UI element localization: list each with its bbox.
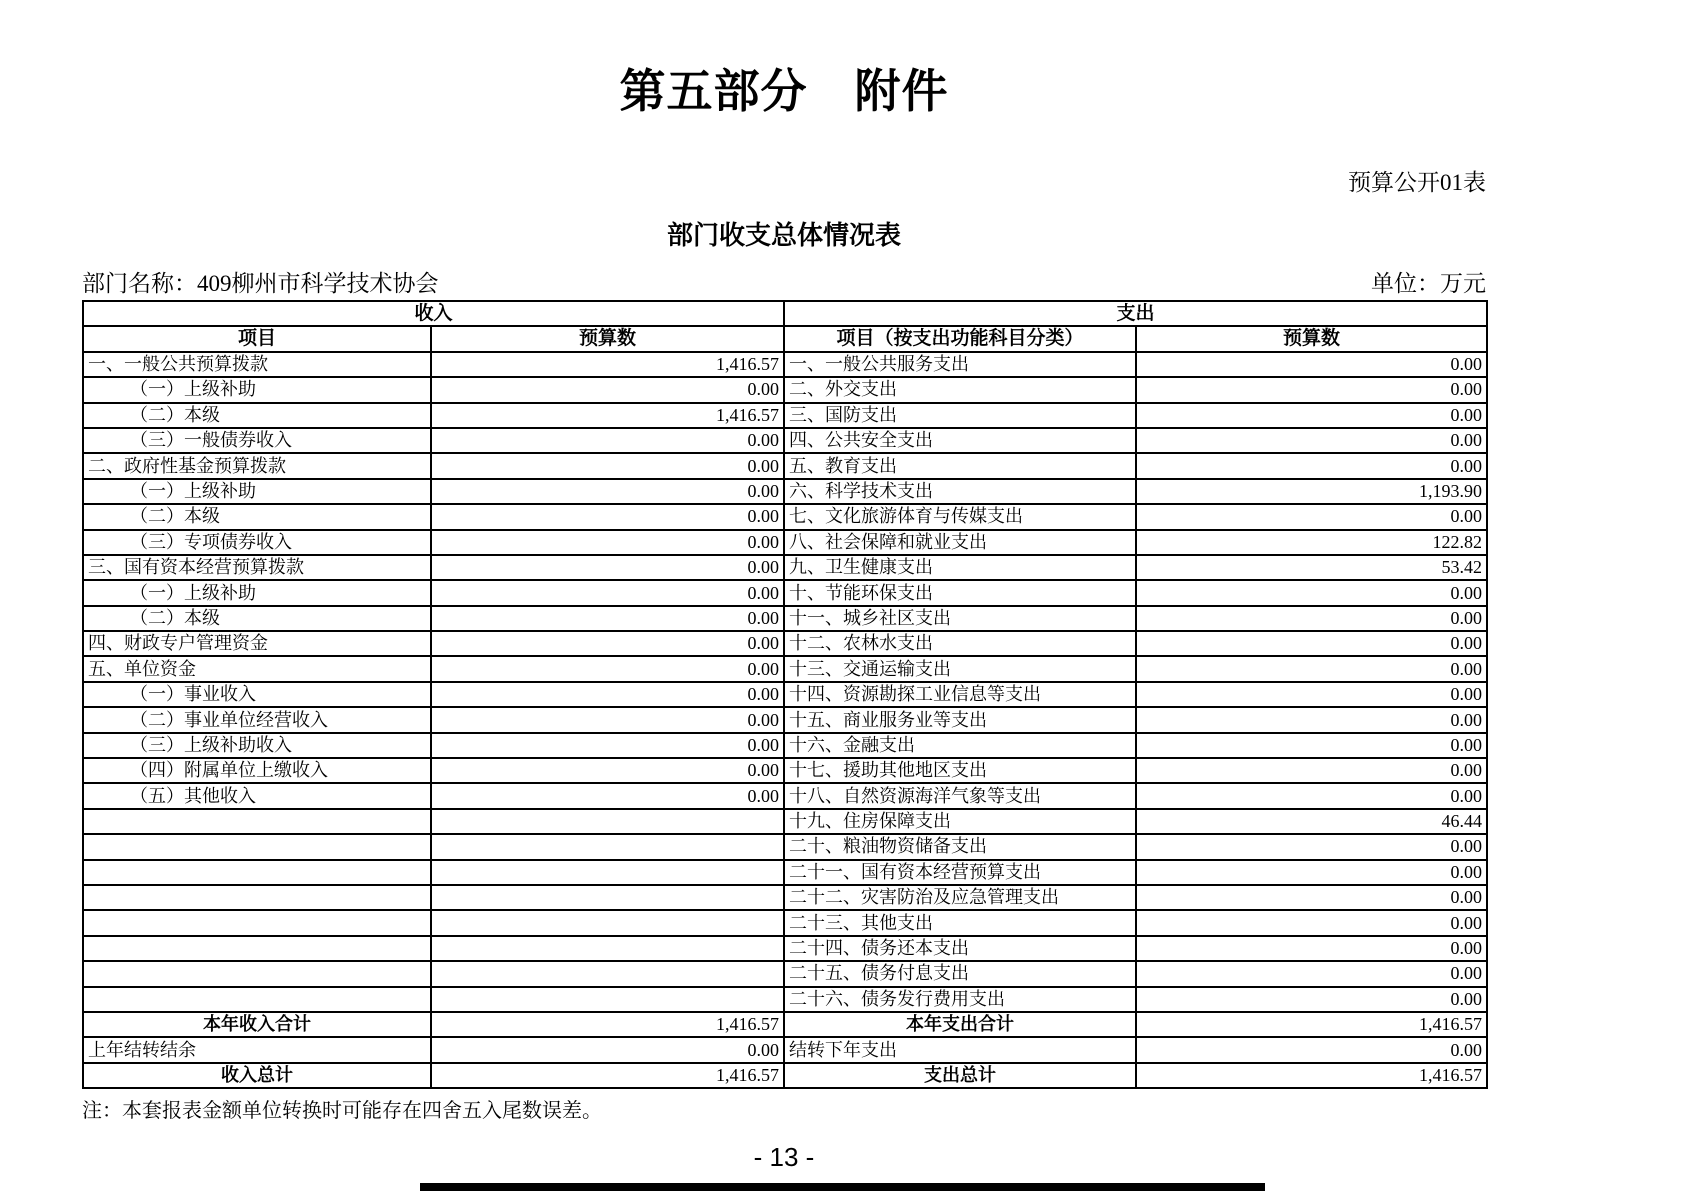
- next-page-edge: [420, 1183, 1265, 1191]
- table-row: [83, 606, 1487, 631]
- income-value-cell: 0.00: [431, 504, 784, 529]
- income-item-cell: [83, 809, 431, 834]
- income-item-cell: （一）上级补助: [83, 580, 431, 605]
- income-item-cell: [83, 961, 431, 986]
- table-row: [83, 936, 1487, 961]
- table-row: [83, 885, 1487, 910]
- table-row: [83, 504, 1487, 529]
- table-row: [83, 987, 1487, 1012]
- income-value-cell: 0.00: [431, 682, 784, 707]
- page-number: - 13 -: [753, 1142, 815, 1172]
- table-row: [83, 352, 1487, 377]
- expense-item-cell: 十九、住房保障支出: [784, 809, 1136, 834]
- expense-value-cell: 0.00: [1136, 910, 1487, 935]
- expense-value-cell: 0.00: [1136, 783, 1487, 808]
- income-item-cell: 二、政府性基金预算拨款: [83, 453, 431, 478]
- table-row: [83, 479, 1487, 504]
- expense-item-cell: 十五、商业服务业等支出: [784, 707, 1136, 732]
- income-item-cell: 一、一般公共预算拨款: [83, 352, 431, 377]
- expense-item-cell: 九、卫生健康支出: [784, 555, 1136, 580]
- budget-summary-table: [82, 300, 1488, 1089]
- expense-item-cell: 二十二、灾害防治及应急管理支出: [784, 885, 1136, 910]
- income-value-cell: 0.00: [431, 783, 784, 808]
- income-value-cell: 0.00: [431, 656, 784, 681]
- expense-item-cell: 一、一般公共服务支出: [784, 352, 1136, 377]
- income-summary-label-cell: 上年结转结余: [83, 1037, 431, 1062]
- income-item-cell: [83, 936, 431, 961]
- income-value-cell: 0.00: [431, 707, 784, 732]
- income-item-cell: （二）事业单位经营收入: [83, 707, 431, 732]
- income-value-cell: 0.00: [431, 479, 784, 504]
- income-item-column-header: 项目: [83, 326, 431, 351]
- expense-value-cell: 0.00: [1136, 733, 1487, 758]
- expense-value-cell: 0.00: [1136, 656, 1487, 681]
- expense-item-cell: 十四、资源勘探工业信息等支出: [784, 682, 1136, 707]
- section-header-row: [83, 301, 1487, 326]
- table-row: [83, 530, 1487, 555]
- table-row: [83, 453, 1487, 478]
- income-value-cell: 0.00: [431, 758, 784, 783]
- income-item-cell: [83, 860, 431, 885]
- expense-value-cell: 0.00: [1136, 682, 1487, 707]
- table-row: [83, 783, 1487, 808]
- income-item-cell: （二）本级: [83, 403, 431, 428]
- income-item-cell: （二）本级: [83, 606, 431, 631]
- table-row: [83, 377, 1487, 402]
- income-value-cell: 1,416.57: [431, 352, 784, 377]
- expense-value-cell: 0.00: [1136, 961, 1487, 986]
- expense-item-cell: 七、文化旅游体育与传媒支出: [784, 504, 1136, 529]
- expense-item-cell: 十七、援助其他地区支出: [784, 758, 1136, 783]
- expense-value-cell: 0.00: [1136, 504, 1487, 529]
- income-value-cell: [431, 987, 784, 1012]
- income-section-header: 收入: [83, 301, 784, 326]
- income-value-cell: [431, 885, 784, 910]
- expense-item-cell: 十三、交通运输支出: [784, 656, 1136, 681]
- expense-value-cell: 46.44: [1136, 809, 1487, 834]
- expense-value-cell: 0.00: [1136, 987, 1487, 1012]
- expense-value-cell: 0.00: [1136, 707, 1487, 732]
- income-summary-value-cell: 0.00: [431, 1037, 784, 1062]
- unit-label: 单位：万元: [1371, 271, 1486, 296]
- expense-value-cell: 0.00: [1136, 860, 1487, 885]
- income-value-cell: 1,416.57: [431, 403, 784, 428]
- expense-item-cell: 二十一、国有资本经营预算支出: [784, 860, 1136, 885]
- expense-item-cell: 十、节能环保支出: [784, 580, 1136, 605]
- table-row: [83, 961, 1487, 986]
- income-value-cell: 0.00: [431, 631, 784, 656]
- table-row: [83, 631, 1487, 656]
- expense-item-cell: 十六、金融支出: [784, 733, 1136, 758]
- income-item-cell: [83, 834, 431, 859]
- income-item-cell: （一）事业收入: [83, 682, 431, 707]
- table-meta-row: [82, 265, 1486, 298]
- expense-summary-label-cell: 结转下年支出: [784, 1037, 1136, 1062]
- income-summary-label-cell: 收入总计: [83, 1063, 431, 1088]
- summary-row: [83, 1037, 1487, 1062]
- expense-summary-value-cell: 1,416.57: [1136, 1012, 1487, 1037]
- expense-item-column-header: 项目（按支出功能科目分类）: [784, 326, 1136, 351]
- department-name-label: 部门名称：409柳州市科学技术协会: [82, 271, 439, 296]
- table-title: 部门收支总体情况表: [666, 221, 901, 250]
- table-row: [83, 403, 1487, 428]
- expense-item-cell: 八、社会保障和就业支出: [784, 530, 1136, 555]
- expense-value-cell: 0.00: [1136, 428, 1487, 453]
- expense-value-cell: 0.00: [1136, 834, 1487, 859]
- income-summary-value-cell: 1,416.57: [431, 1012, 784, 1037]
- expense-summary-label-cell: 支出总计: [784, 1063, 1136, 1088]
- expense-value-cell: 1,193.90: [1136, 479, 1487, 504]
- income-item-cell: [83, 885, 431, 910]
- table-row: [83, 428, 1487, 453]
- expense-item-cell: 二、外交支出: [784, 377, 1136, 402]
- expense-value-cell: 0.00: [1136, 936, 1487, 961]
- expense-item-cell: 二十、粮油物资储备支出: [784, 834, 1136, 859]
- income-value-cell: [431, 936, 784, 961]
- expense-summary-value-cell: 0.00: [1136, 1037, 1487, 1062]
- expense-item-cell: 四、公共安全支出: [784, 428, 1136, 453]
- income-item-cell: （三）一般债券收入: [83, 428, 431, 453]
- income-value-cell: 0.00: [431, 377, 784, 402]
- income-value-cell: 0.00: [431, 428, 784, 453]
- income-value-cell: 0.00: [431, 733, 784, 758]
- expense-item-cell: 六、科学技术支出: [784, 479, 1136, 504]
- table-row: [83, 580, 1487, 605]
- expense-value-cell: 0.00: [1136, 885, 1487, 910]
- expense-item-cell: 十八、自然资源海洋气象等支出: [784, 783, 1136, 808]
- expense-value-cell: 53.42: [1136, 555, 1487, 580]
- table-code-label: 预算公开01表: [1348, 170, 1486, 195]
- income-item-cell: （三）上级补助收入: [83, 733, 431, 758]
- income-value-cell: [431, 910, 784, 935]
- income-item-cell: [83, 910, 431, 935]
- table-row: [83, 656, 1487, 681]
- table-row: [83, 733, 1487, 758]
- summary-row: [83, 1012, 1487, 1037]
- table-row: [83, 555, 1487, 580]
- income-value-cell: 0.00: [431, 453, 784, 478]
- income-item-cell: 四、财政专户管理资金: [83, 631, 431, 656]
- income-value-cell: [431, 860, 784, 885]
- income-item-cell: （四）附属单位上缴收入: [83, 758, 431, 783]
- income-item-cell: （一）上级补助: [83, 377, 431, 402]
- table-row: [83, 809, 1487, 834]
- summary-row: [83, 1063, 1487, 1088]
- table-row: [83, 860, 1487, 885]
- expense-value-cell: 0.00: [1136, 453, 1487, 478]
- expense-item-cell: 五、教育支出: [784, 453, 1136, 478]
- table-row: [83, 834, 1487, 859]
- income-value-cell: 0.00: [431, 606, 784, 631]
- income-value-cell: [431, 809, 784, 834]
- expense-value-cell: 0.00: [1136, 758, 1487, 783]
- expense-summary-value-cell: 1,416.57: [1136, 1063, 1487, 1088]
- expense-item-cell: 三、国防支出: [784, 403, 1136, 428]
- table-row: [83, 910, 1487, 935]
- expense-section-header: 支出: [784, 301, 1487, 326]
- income-value-cell: [431, 834, 784, 859]
- expense-value-cell: 0.00: [1136, 606, 1487, 631]
- expense-value-cell: 122.82: [1136, 530, 1487, 555]
- income-value-cell: [431, 961, 784, 986]
- income-summary-label-cell: 本年收入合计: [83, 1012, 431, 1037]
- income-value-cell: 0.00: [431, 530, 784, 555]
- income-value-cell: 0.00: [431, 555, 784, 580]
- income-item-cell: （二）本级: [83, 504, 431, 529]
- income-item-cell: 五、单位资金: [83, 656, 431, 681]
- income-item-cell: 三、国有资本经营预算拨款: [83, 555, 431, 580]
- expense-value-cell: 0.00: [1136, 580, 1487, 605]
- table-row: [83, 707, 1487, 732]
- column-header-row: [83, 326, 1487, 351]
- income-item-cell: （三）专项债券收入: [83, 530, 431, 555]
- expense-value-cell: 0.00: [1136, 352, 1487, 377]
- expense-budget-column-header: 预算数: [1136, 326, 1487, 351]
- income-summary-value-cell: 1,416.57: [431, 1063, 784, 1088]
- expense-item-cell: 二十三、其他支出: [784, 910, 1136, 935]
- expense-item-cell: 十一、城乡社区支出: [784, 606, 1136, 631]
- expense-item-cell: 二十四、债务还本支出: [784, 936, 1136, 961]
- table-row: [83, 758, 1487, 783]
- income-item-cell: （一）上级补助: [83, 479, 431, 504]
- expense-value-cell: 0.00: [1136, 631, 1487, 656]
- income-value-cell: 0.00: [431, 580, 784, 605]
- table-row: [83, 682, 1487, 707]
- expense-item-cell: 二十五、债务付息支出: [784, 961, 1136, 986]
- footnote: 注：本套报表金额单位转换时可能存在四舍五入尾数误差。: [82, 1100, 602, 1122]
- expense-value-cell: 0.00: [1136, 403, 1487, 428]
- income-item-cell: [83, 987, 431, 1012]
- income-item-cell: （五）其他收入: [83, 783, 431, 808]
- income-budget-column-header: 预算数: [431, 326, 784, 351]
- expense-value-cell: 0.00: [1136, 377, 1487, 402]
- expense-item-cell: 十二、农林水支出: [784, 631, 1136, 656]
- expense-item-cell: 二十六、债务发行费用支出: [784, 987, 1136, 1012]
- expense-summary-label-cell: 本年支出合计: [784, 1012, 1136, 1037]
- section-title: 第五部分 附件: [619, 65, 949, 117]
